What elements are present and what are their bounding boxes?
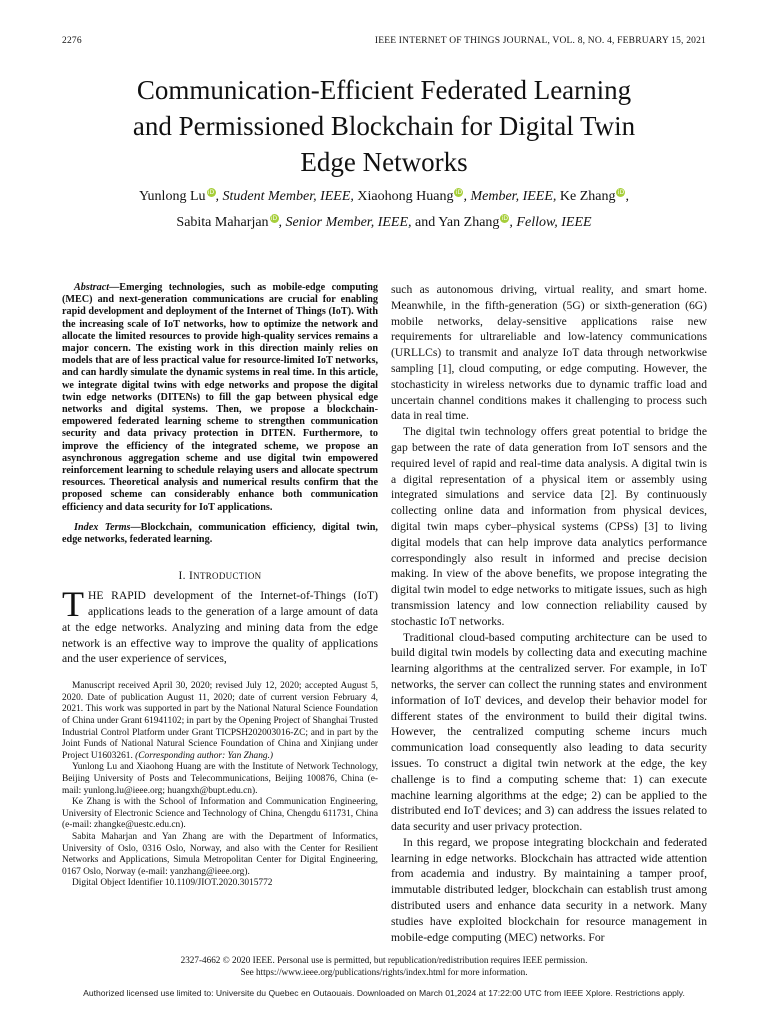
section-name-rest: NTRODUCTION [193, 571, 262, 582]
author-conjunction: and [415, 215, 439, 230]
orcid-icon[interactable]: iD [207, 189, 215, 196]
corresponding-author: (Corresponding author: Yan Zhang.) [135, 750, 274, 761]
footnote-manuscript-text: Manuscript received April 30, 2020; revised July 12, 2020; accepted August 5, 2020. Date of publication August 11, 2020; date of current version February 4, 2021. This work was supported in part by the National Natural Science Foundation of China under Grant 61941102; in part by the Opening Project of Shanghai Trusted Industrial Control Platform under Grant TICPSH202003016-ZC; and in part by the Joint Funds of National Natural Science Foundation of China and Xinjiang under Project U1603261. [62, 681, 378, 761]
author-membership: , Senior Member, IEEE, [278, 215, 416, 230]
index-terms-label: Index Terms [74, 521, 131, 533]
intro-text: HE RAPID development of the Internet-of-Things (IoT) applications leads to the generation of a large amount of data at the edge networks. Analyzing and mining data from the edge network is an effective way to improve the quality of applications and the user experience of services, [62, 589, 378, 666]
section-heading [62, 570, 378, 582]
author-name: Sabita Maharjan [176, 215, 269, 230]
license-notice: Authorized licensed use limited to: Universite du Quebec en Outaouais. Downloaded on March 01,2024 at 17:22:00 UTC from IEEE Xplore. Restrictions apply. [83, 988, 685, 998]
orcid-icon[interactable]: iD [455, 189, 463, 196]
section-name-initial: I [189, 570, 194, 583]
left-column [62, 282, 378, 890]
footnotes [62, 681, 378, 890]
footnote-affiliation-1: Yunlong Lu and Xiaohong Huang are with the Institute of Network Technology, Beijing University of Posts and Telecommunications, Beijing 100876, China (e-mail: yunlong.lu@ieee.org; huangxh@bupt.edu.cn). [62, 762, 378, 796]
index-terms-text: —Blockchain, communication efficiency, digital twin, edge networks, federated learning. [62, 521, 378, 546]
title-line-1: Communication-Efficient Federated Learning [136, 75, 632, 105]
intro-paragraph [62, 584, 378, 667]
footnote-manuscript [62, 681, 378, 762]
author-membership: , Fellow, IEEE [509, 215, 592, 230]
abstract-text: —Emerging technologies, such as mobile-edge computing (MEC) and next-generation communications are crucial for enabling rapid development and deployment of the Internet of Things (IoT). With the increasing scale of IoT networks, how to optimize the network and allocate the limited resources to provide high-quality services remains a major concern. The existing work in this direction mainly relies on models that are of less practical value for resource-limited IoT networks, and can hardly simulate the dynamic systems in real time. In this article, we integrate digital twins with edge networks and propose the digital twin edge networks (DITENs) to fill the gap between physical edge networks and digital systems. Then, we propose a blockchain-empowered federated learning scheme to strengthen communication security and data privacy protection in DITEN. Furthermore, to improve the efficiency of the integrated scheme, we propose an asynchronous aggregation scheme and use digital twin empowered reinforcement learning to schedule relaying users and allocate spectrum resources. Theoretical analysis and numerical results confirm that the proposed scheme can considerably enhance both communication efficiency and data security for IoT applications. [62, 282, 378, 513]
copyright-notice [40, 955, 728, 978]
author-name: Ke Zhang [559, 189, 616, 204]
author-membership: , Student Member, IEEE, [215, 189, 358, 204]
title-line-3: Edge Networks [300, 147, 468, 177]
author-list [40, 184, 728, 236]
orcid-icon[interactable]: iD [501, 215, 509, 222]
copyright-line-1: 2327-4662 © 2020 IEEE. Personal use is permitted, but republication/redistribution requires IEEE permission. [180, 955, 588, 965]
abstract [62, 282, 378, 514]
author-name: Yunlong Lu [139, 189, 206, 204]
index-terms [62, 522, 378, 546]
body-paragraph-4: In this regard, we propose integrating blockchain and federated learning in edge networks. Blockchain has attracted wide attention from academia and industry. By maintaining a tamper proof, immutable distributed ledger, blockchain can establish trust among distributed users and enhance data security in a network. Many studies have exploited blockchain for resource management in mobile-edge computing (MEC) networks. For [391, 835, 707, 944]
author-name: Yan Zhang [438, 215, 500, 230]
author-name: Xiaohong Huang [357, 189, 454, 204]
drop-cap: T [62, 584, 84, 625]
author-separator: , [625, 189, 629, 204]
abstract-label: Abstract [74, 282, 110, 293]
title-line-2: and Permissioned Blockchain for Digital Twin [132, 111, 636, 141]
orcid-icon[interactable]: iD [617, 189, 625, 196]
body-paragraph-1: such as autonomous driving, virtual reality, and smart home. Meanwhile, in the fifth-generation (5G) or sixth-generation (6G) mobile networks, delay-sensitive applications raise new requirements for ultrareliable and low-latency communications (URLLCs) to transmit and analyze IoT data through networkwise sampling [1], cloud computing, or edge computing. However, the stochasticity in wireless networks due to dynamic traffic load and uncertain channel conditions makes it challenging to process such data in real time. [391, 283, 707, 423]
body-paragraph-2: The digital twin technology offers great potential to bridge the gap between the rate of data generation from IoT sensors and the required level of rapid and real-time data analysis. A digital twin is a digital representation of a physical item or assembly using integrated simulations and service data [2]. By continuously collecting online data and information from physical devices, digital twin maps cyber–physical systems (CPSs) [3] to living digital models that can help improve data analytics performance correspondingly also result in informed and precise decision making. In view of the above benefits, we propose integrating the digital twin model to edge networks to mitigate issues, such as high transmission latency and low connection reliability caused by stochastic IoT networks. [391, 425, 707, 628]
paper-title [40, 72, 728, 180]
copyright-line-2: See https://www.ieee.org/publications/rights/index.html for more information. [240, 966, 528, 977]
orcid-icon[interactable]: iD [270, 215, 278, 222]
page-number: 2276 [62, 36, 82, 46]
right-column [391, 282, 707, 945]
footnote-affiliation-2: Ke Zhang is with the School of Information and Communication Engineering, University of Electronic Science and Technology of China, Chengdu 611731, China (e-mail: zhangke@uestc.edu.cn). [62, 797, 378, 831]
running-header: IEEE INTERNET OF THINGS JOURNAL, VOL. 8, NO. 4, FEBRUARY 15, 2021 [374, 36, 706, 46]
body-paragraph-3: Traditional cloud-based computing architecture can be used to build digital twin models by collecting data and executing machine learning algorithms at the centralized server. For example, in IoT networks, the server can collect the running states and environment information of IoT devices, and develop their behavior model for different states of the environment to build their digital twins. However, the centralized computing scheme incurs much communication load consequently also leading to data security issues. To construct a digital twin network at the edge, the key challenge is to find a computing scheme that: 1) can execute machine learning algorithms at the edge; 2) can be applied to the distributed end IoT devices; and 3) can address the issues related to data security and user privacy protection. [391, 630, 707, 834]
doi-line: Digital Object Identifier 10.1109/JIOT.2020.3015772 [72, 878, 273, 889]
author-membership: , Member, IEEE, [463, 189, 560, 204]
section-number: I. [178, 570, 190, 583]
footnote-affiliation-3: Sabita Maharjan and Yan Zhang are with the Department of Informatics, University of Oslo, 0316 Oslo, Norway, and also with the Center for Resilient Networks and Applications, Simula Metropolitan Center for Digital Engineering, 0167 Oslo, Norway (e-mail: yanzhang@ieee.org). [62, 831, 378, 877]
